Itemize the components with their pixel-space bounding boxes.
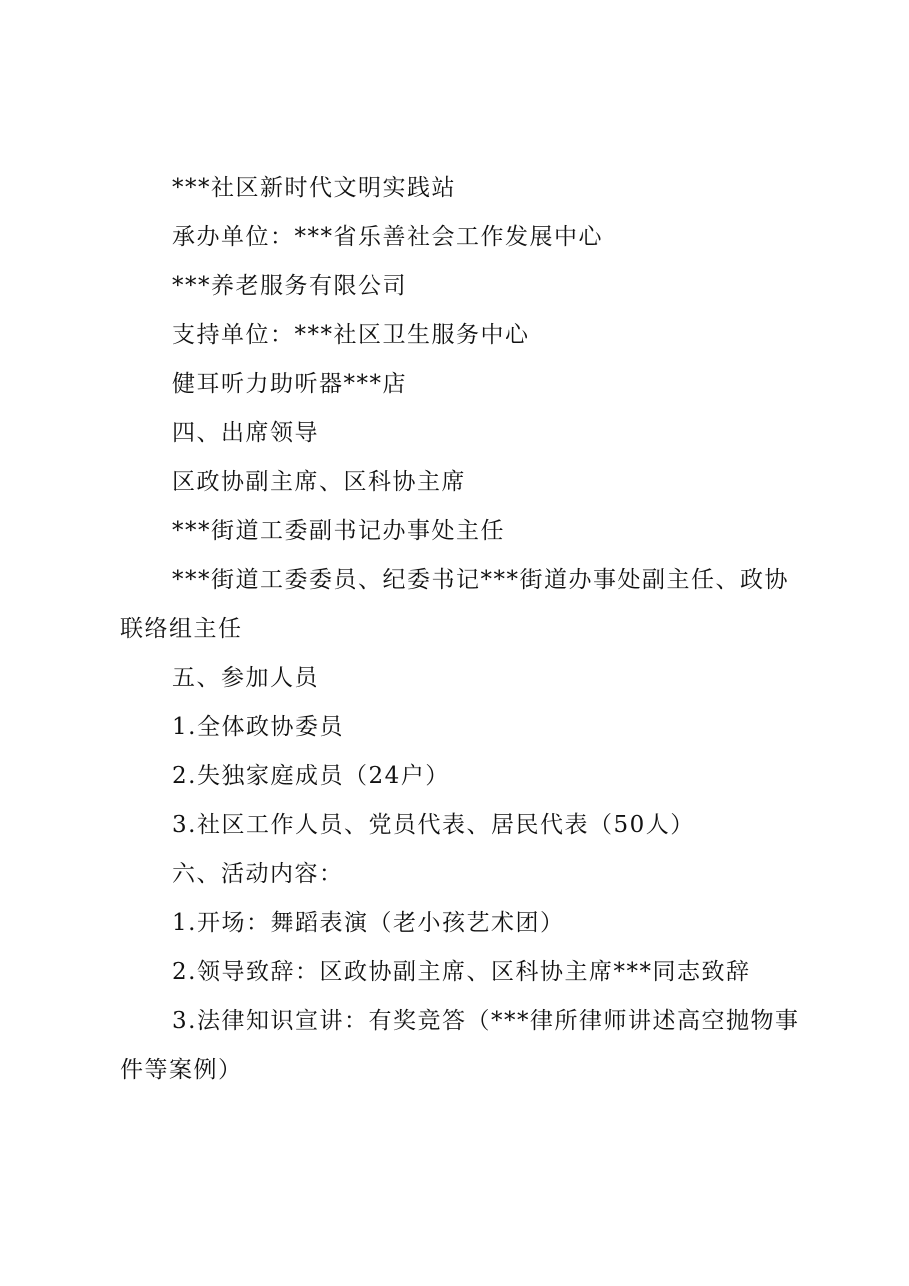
list-item-activity-speech: 2.领导致辞：区政协副主席、区科协主席***同志致辞 — [172, 959, 751, 985]
list-item-activity-legal-talk: 3.法律知识宣讲：有奖竞答（***律所律师讲述高空抛物事件等案例） — [120, 1008, 800, 1083]
section-heading-attending-leaders: 四、出席领导 — [172, 420, 319, 446]
list-item-participants-cppcc: 1.全体政协委员 — [172, 714, 344, 740]
paragraph-host-unit-elderly-care: ***养老服务有限公司 — [172, 273, 407, 299]
paragraph-organizer-station: ***社区新时代文明实践站 — [172, 175, 456, 201]
section-heading-participants: 五、参加人员 — [172, 665, 319, 691]
paragraph-host-unit: 承办单位：***省乐善社会工作发展中心 — [172, 224, 603, 250]
list-item-participants-community: 3.社区工作人员、党员代表、居民代表（50人） — [172, 812, 695, 838]
list-item-participants-families: 2.失独家庭成员（24户） — [172, 763, 450, 789]
paragraph-leader-district-cppcc: 区政协副主席、区科协主席 — [172, 469, 466, 495]
paragraph-leader-street-deputy-secretary: ***街道工委副书记办事处主任 — [172, 518, 505, 544]
paragraph-support-unit: 支持单位：***社区卫生服务中心 — [172, 322, 530, 348]
paragraph-support-unit-hearing-aid: 健耳听力助听器***店 — [172, 371, 407, 397]
section-heading-activity-content: 六、活动内容： — [172, 861, 344, 887]
paragraph-leader-street-committee-member: ***街道工委委员、纪委书记***街道办事处副主任、政协联络组主任 — [120, 567, 789, 642]
list-item-activity-opening: 1.开场：舞蹈表演（老小孩艺术团） — [172, 910, 565, 936]
document-body — [120, 164, 800, 1095]
